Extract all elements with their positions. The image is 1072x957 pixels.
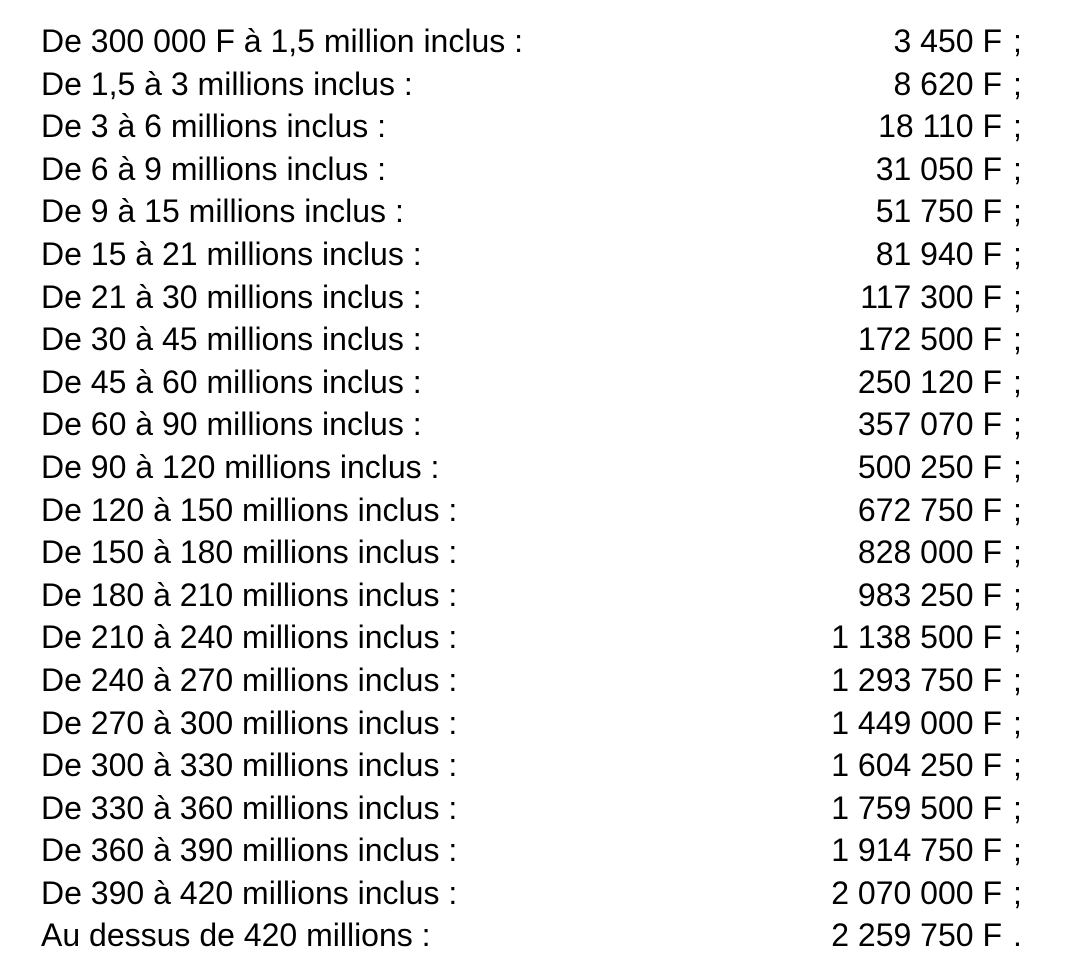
row-punctuation: ;: [1013, 619, 1022, 656]
table-row: [0, 616, 1072, 659]
bracket-label: De 330 à 360 millions inclus :: [41, 789, 458, 826]
table-row: [0, 20, 1072, 63]
bracket-label: De 210 à 240 millions inclus :: [41, 619, 458, 656]
bracket-amount: 500 250 F: [857, 448, 1002, 485]
table-row: [0, 914, 1072, 957]
row-punctuation: ;: [1013, 704, 1022, 741]
row-punctuation: ;: [1013, 23, 1022, 59]
bracket-amount: 18 110 F: [878, 108, 1002, 145]
bracket-label: De 3 à 6 millions inclus :: [41, 108, 387, 145]
row-punctuation: .: [1013, 917, 1022, 954]
bracket-label: De 90 à 120 millions inclus :: [41, 448, 440, 485]
row-punctuation: ;: [1013, 108, 1022, 145]
bracket-amount: 172 500 F: [857, 321, 1002, 358]
table-row: [0, 872, 1072, 915]
bracket-amount: 81 940 F: [875, 235, 1002, 272]
table-row: [0, 787, 1072, 830]
table-row: [0, 403, 1072, 446]
bracket-label: De 300 000 F à 1,5 million inclus :: [41, 23, 524, 59]
row-punctuation: ;: [1013, 747, 1022, 784]
row-punctuation: ;: [1013, 406, 1022, 443]
table-row: [0, 318, 1072, 361]
bracket-amount: 1 914 750 F: [831, 832, 1002, 869]
bracket-amount: 2 259 750 F: [831, 917, 1002, 954]
bracket-label: De 60 à 90 millions inclus :: [41, 406, 422, 443]
bracket-label: De 180 à 210 millions inclus :: [41, 576, 458, 613]
bracket-amount: 2 070 000 F: [831, 874, 1002, 911]
table-row: [0, 148, 1072, 191]
table-row: [0, 489, 1072, 532]
table-row: [0, 190, 1072, 233]
row-punctuation: ;: [1013, 235, 1022, 272]
bracket-amount: 51 750 F: [875, 193, 1002, 230]
row-punctuation: ;: [1013, 661, 1022, 698]
bracket-label: De 6 à 9 millions inclus :: [41, 150, 387, 187]
row-punctuation: ;: [1013, 832, 1022, 869]
bracket-label: De 120 à 150 millions inclus :: [41, 491, 458, 528]
bracket-amount: 672 750 F: [857, 491, 1002, 528]
bracket-label: De 270 à 300 millions inclus :: [41, 704, 458, 741]
row-punctuation: ;: [1013, 448, 1022, 485]
bracket-amount: 1 293 750 F: [831, 661, 1002, 698]
row-punctuation: ;: [1013, 874, 1022, 911]
bracket-amount: 250 120 F: [857, 363, 1002, 400]
bracket-amount: 1 138 500 F: [831, 619, 1002, 656]
bracket-amount: 117 300 F: [860, 278, 1002, 315]
bracket-amount: 1 604 250 F: [831, 747, 1002, 784]
bracket-label: De 15 à 21 millions inclus :: [41, 235, 422, 272]
bracket-label: De 21 à 30 millions inclus :: [41, 278, 422, 315]
row-punctuation: ;: [1013, 193, 1022, 230]
bracket-label: De 390 à 420 millions inclus :: [41, 874, 458, 911]
table-row: [0, 63, 1072, 106]
bracket-amount: 1 449 000 F: [831, 704, 1002, 741]
bracket-amount: 8 620 F: [893, 65, 1002, 102]
bracket-label: De 1,5 à 3 millions inclus :: [41, 65, 413, 102]
tax-bracket-table: [0, 20, 1072, 957]
bracket-label: De 150 à 180 millions inclus :: [41, 534, 458, 571]
bracket-label: De 300 à 330 millions inclus :: [41, 747, 458, 784]
table-row: [0, 105, 1072, 148]
bracket-amount: 357 070 F: [857, 406, 1002, 443]
table-row: [0, 446, 1072, 489]
bracket-amount: 31 050 F: [875, 150, 1002, 187]
bracket-label: Au dessus de 420 millions :: [41, 917, 431, 954]
table-row: [0, 276, 1072, 319]
table-row: [0, 744, 1072, 787]
row-punctuation: ;: [1013, 363, 1022, 400]
bracket-amount: 3 450 F: [893, 23, 1002, 59]
row-punctuation: ;: [1013, 278, 1022, 315]
table-row: [0, 233, 1072, 276]
bracket-label: De 30 à 45 millions inclus :: [41, 321, 422, 358]
row-punctuation: ;: [1013, 491, 1022, 528]
bracket-amount: 1 759 500 F: [831, 789, 1002, 826]
row-punctuation: ;: [1013, 65, 1022, 102]
table-row: [0, 659, 1072, 702]
bracket-label: De 9 à 15 millions inclus :: [41, 193, 404, 230]
table-row: [0, 361, 1072, 404]
row-punctuation: ;: [1013, 321, 1022, 358]
bracket-label: De 240 à 270 millions inclus :: [41, 661, 458, 698]
row-punctuation: ;: [1013, 576, 1022, 613]
bracket-label: De 360 à 390 millions inclus :: [41, 832, 458, 869]
bracket-label: De 45 à 60 millions inclus :: [41, 363, 422, 400]
row-punctuation: ;: [1013, 534, 1022, 571]
bracket-amount: 828 000 F: [857, 534, 1002, 571]
table-row: [0, 574, 1072, 617]
row-punctuation: ;: [1013, 150, 1022, 187]
bracket-amount: 983 250 F: [857, 576, 1002, 613]
table-row: [0, 702, 1072, 745]
row-punctuation: ;: [1013, 789, 1022, 826]
table-row: [0, 829, 1072, 872]
table-row: [0, 531, 1072, 574]
